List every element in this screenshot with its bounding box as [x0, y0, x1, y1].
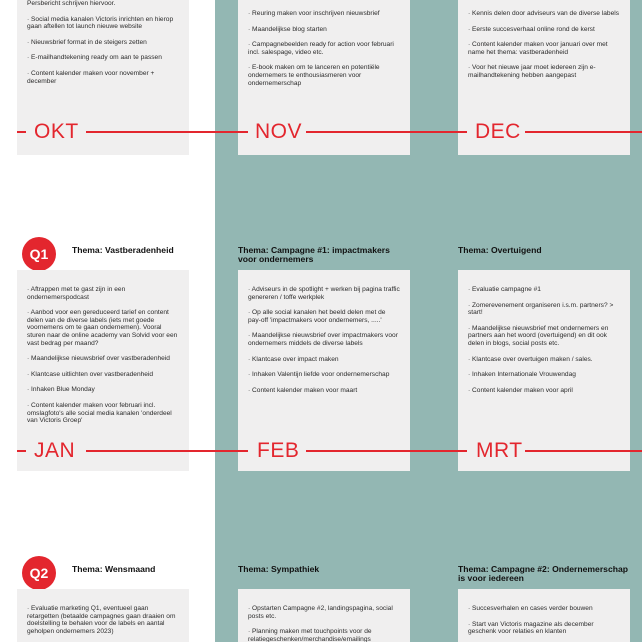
list-item: · Aanbod voor een gereduceerd tarief en content delen van de diverse labels (iets met goede voornemens om te gaan ondernemen). Vooral sturen naar de online academy van Solvid voor een vast bedrag per maand?: [27, 309, 179, 347]
card-jan-list: [27, 286, 179, 425]
list-item: · Campagnebeelden ready for action voor februari incl. salespage, video etc.: [248, 41, 400, 56]
list-item: · Content kalender maken voor april: [468, 387, 620, 395]
card-apr: [17, 589, 189, 642]
month-dec: DEC: [475, 120, 521, 143]
list-item: · Content kalender maken voor januari over met name het thema: vastberadenheid: [468, 41, 620, 56]
list-item: · Start van Victoris magazine als december geschenk voor relaties en klanten: [468, 621, 620, 636]
list-item: · Zomerevenement organiseren i.s.m. partners? > start!: [468, 302, 620, 317]
list-item: · Maandelijkse nieuwsbrief over vastberadenheid: [27, 355, 179, 363]
theme-title: Thema: Overtuigend: [458, 245, 542, 255]
list-item: · Maandelijkse blog starten: [248, 26, 400, 34]
list-item: · E-mailhandtekening ready om aan te passen: [27, 54, 179, 62]
card-nov-list: [248, 10, 400, 87]
timeline-line: [86, 450, 248, 452]
list-item: · Content kalender maken voor maart: [248, 387, 400, 395]
list-item: · Social media kanalen Victoris inrichten en hierop gaan aftellen tot launch nieuwe website: [27, 16, 179, 31]
list-item: · Planning maken met touchpoints voor de relatiegeschenken/merchandise/emailings: [248, 628, 400, 642]
theme-title: Thema: Campagne #1: impactmakers voor ondernemers: [238, 245, 390, 265]
theme-title: Thema: Sympathiek: [238, 564, 320, 574]
timeline-line: [525, 450, 642, 452]
month-mrt: MRT: [476, 439, 523, 462]
timeline-line: [306, 131, 467, 133]
card-mei: [238, 589, 410, 642]
list-item: · Op alle social kanalen het beeld delen met de pay-off 'impactmakers voor ondernemers, .....': [248, 309, 400, 324]
list-item: · Succesverhalen en cases verder bouwen: [468, 605, 620, 613]
list-item: · Opstarten Campagne #2, landingspagina, social posts etc.: [248, 605, 400, 620]
card-jun: [458, 589, 630, 642]
timeline-line: [86, 131, 248, 133]
list-item: · Aftrappen met te gast zijn in een ondernemerspodcast: [27, 286, 179, 301]
timeline-line: [17, 450, 26, 452]
month-nov: NOV: [255, 120, 303, 143]
timeline-line: [525, 131, 642, 133]
timeline-line: [17, 131, 26, 133]
list-item: · Inhaken Blue Monday: [27, 386, 179, 394]
list-item: · Voor het nieuwe jaar moet iedereen zijn e-mailhandtekening hebben aangepast: [468, 64, 620, 79]
card-okt-list: [27, 0, 179, 85]
timeline-line: [306, 450, 467, 452]
card-jun-list: [468, 605, 620, 636]
list-item: Persbericht schrijven hiervoor.: [27, 0, 116, 7]
quarter-badge-q2: Q2: [22, 556, 56, 590]
card-dec-list: [468, 10, 620, 80]
card-apr-list: [27, 605, 179, 635]
list-item: · E-book maken om te lanceren en potentiële ondernemers te enthousiasmeren voor ondernemerschap: [248, 64, 400, 87]
list-item: · Adviseurs in de spotlight + werken bij pagina traffic genereren / toffe werkplek: [248, 286, 400, 301]
list-item: · Maandelijkse nieuwsbrief over impactmakers voor ondernemers middels de diverse labels: [248, 332, 400, 347]
list-item: · Reuring maken voor inschrijven nieuwsbrief: [248, 10, 400, 18]
list-item: · Nieuwsbrief format in de steigers zetten: [27, 39, 179, 47]
list-item: · Content kalender maken voor november + december: [27, 70, 179, 85]
card-mrt-list: [468, 286, 620, 394]
month-jan: JAN: [34, 439, 76, 462]
list-item: · Evaluatie marketing Q1, eventueel gaan retargetten (betaalde campagnes gaan draaien om doelstelling te behalen voor de labels en aantal geholpen ondernemers 2023): [27, 605, 179, 635]
theme-title: Thema: Vastberadenheid: [72, 245, 174, 255]
list-item: · Klantcase over impact maken: [248, 356, 400, 364]
list-item: · Inhaken Internationale Vrouwendag: [468, 371, 620, 379]
card-mei-list: [248, 605, 400, 642]
list-item: · Inhaken Valentijn liefde voor ondernemerschap: [248, 371, 400, 379]
list-item: · Eerste succesverhaal online rond de kerst: [468, 26, 620, 34]
card-feb-list: [248, 286, 400, 394]
month-feb: FEB: [257, 439, 300, 462]
theme-title: Thema: Campagne #2: Ondernemerschap is voor iedereen: [458, 564, 629, 584]
list-item: · Content kalender maken voor februari incl. omslagfoto's alle social media kanalen 'onderdeel van Victoris Groep': [27, 402, 179, 425]
list-item: · Maandelijkse nieuwsbrief met ondernemers en partners aan het woord (overtuigend) en dit ook delen in blogs, social posts etc.: [468, 325, 620, 348]
quarter-badge-q1: Q1: [22, 237, 56, 271]
list-item: · Kennis delen door adviseurs van de diverse labels: [468, 10, 620, 18]
theme-title: Thema: Wensmaand: [72, 564, 156, 574]
list-item: · Klantcase over overtuigen maken / sales.: [468, 356, 620, 364]
month-okt: OKT: [34, 120, 79, 143]
list-item: · Klantcase uitlichten over vastberadenheid: [27, 371, 179, 379]
list-item: · Evaluatie campagne #1: [468, 286, 620, 294]
